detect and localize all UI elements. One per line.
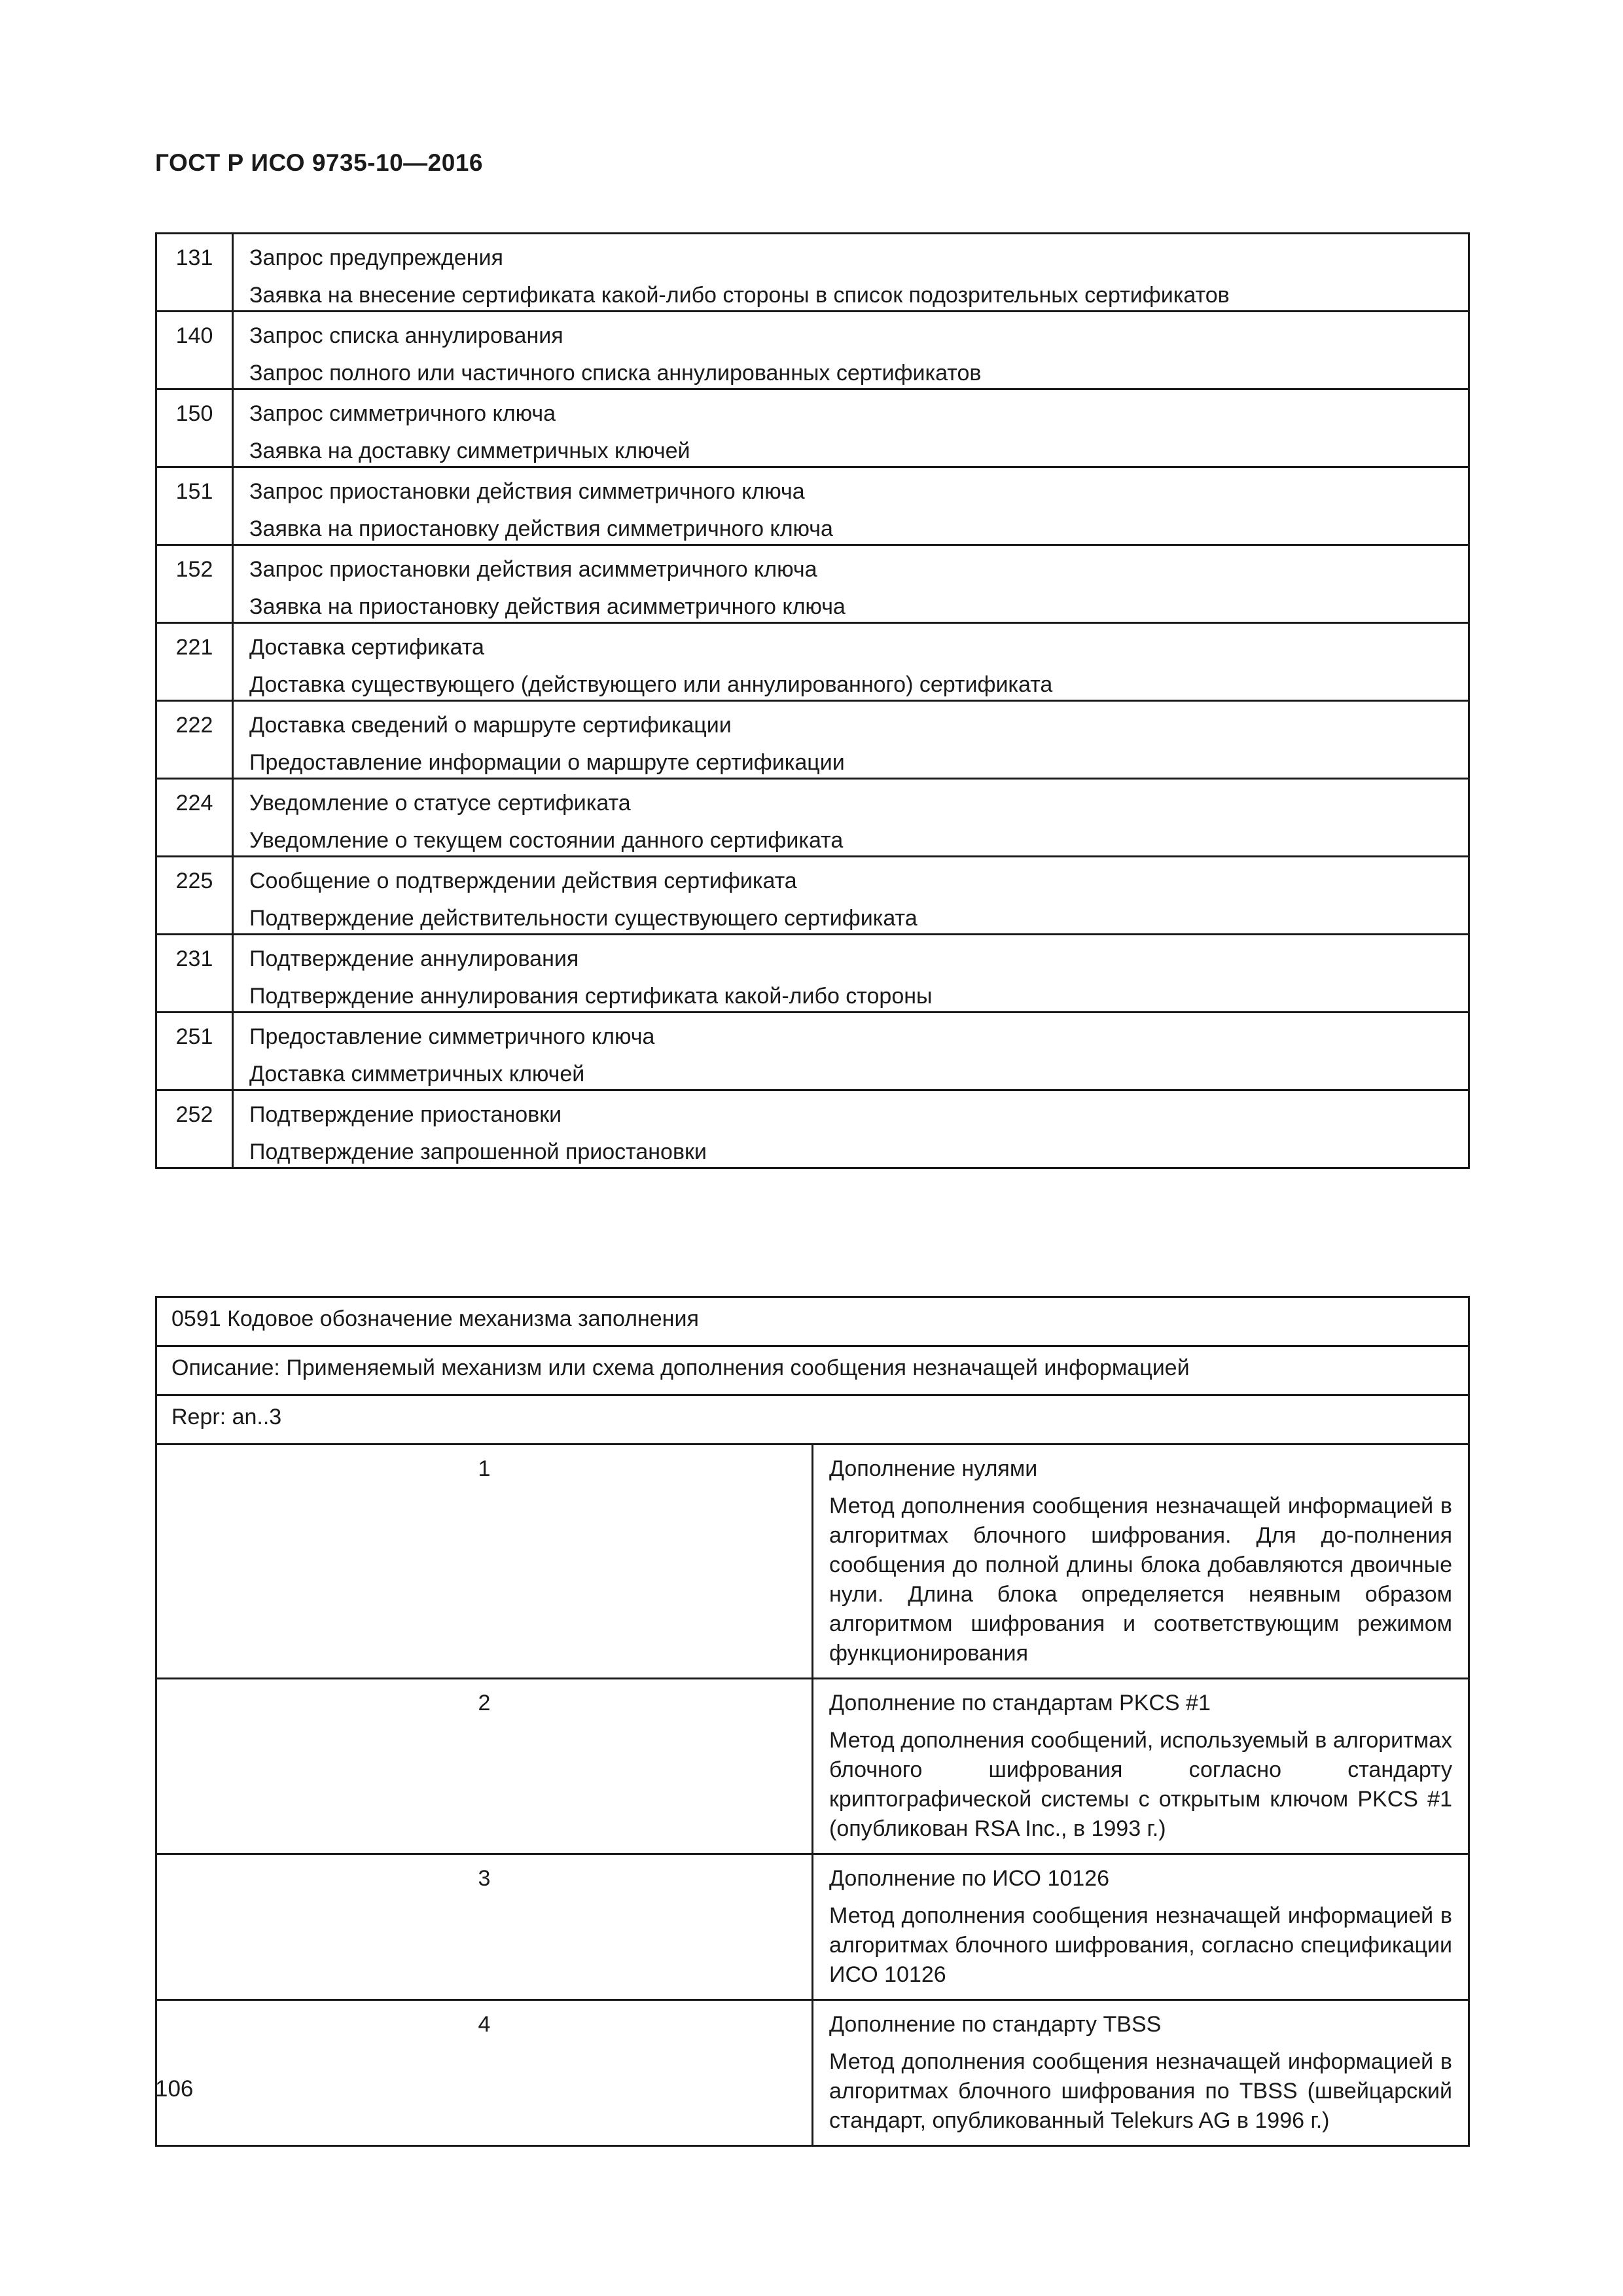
table-row	[156, 234, 1469, 312]
code-cell: 131	[156, 234, 233, 312]
code-cell: 225	[156, 857, 233, 935]
table-row	[156, 467, 1469, 545]
entry-title: Уведомление о статусе сертификата	[249, 791, 631, 816]
table-row	[156, 2000, 1469, 2146]
entry-cell	[233, 623, 1469, 701]
entry-title: Запрос списка аннулирования	[249, 323, 563, 348]
entry-title: Запрос приостановки действия асимметричного ключа	[249, 557, 817, 582]
entry-cell	[233, 389, 1469, 467]
table-row	[156, 935, 1469, 1013]
table-row	[156, 701, 1469, 779]
entry-cell	[233, 935, 1469, 1013]
entry-title: Запрос приостановки действия симметричного ключа	[249, 479, 805, 504]
page-number: 106	[155, 2076, 194, 2102]
entry-cell	[233, 545, 1469, 623]
entry-cell	[233, 467, 1469, 545]
entry-cell	[813, 1444, 1469, 1679]
entry-description: Предоставление информации о маршруте сертификации	[249, 750, 845, 775]
table-row	[156, 857, 1469, 935]
entry-title: Дополнение нулями	[829, 1456, 1038, 1481]
entry-description: Доставка симметричных ключей	[249, 1062, 585, 1086]
entry-cell	[233, 779, 1469, 857]
entry-title: Подтверждение приостановки	[249, 1102, 562, 1127]
code-cell: 140	[156, 312, 233, 389]
table-row	[156, 1013, 1469, 1090]
table-heading-row	[156, 1297, 1469, 1346]
entry-cell	[233, 234, 1469, 312]
entry-description: Подтверждение аннулирования сертификата какой-либо стороны	[249, 984, 933, 1009]
code-cell: 2	[156, 1679, 813, 1854]
entry-description: Метод дополнения сообщения незначащей информацией в алгоритмах блочного шифрования по TBSS (швейцарский стандарт, опубликованный Telekurs AG в 1996 г.)	[829, 2049, 1452, 2133]
code-cell: 150	[156, 389, 233, 467]
entry-title: Дополнение по стандартам PKCS #1	[829, 1691, 1211, 1715]
entry-title: Доставка сертификата	[249, 635, 484, 660]
code-cell: 231	[156, 935, 233, 1013]
entry-description: Заявка на внесение сертификата какой-либо стороны в список подозрительных сертификатов	[249, 283, 1230, 308]
data-element-heading: 0591 Кодовое обозначение механизма заполнения	[156, 1297, 1469, 1346]
entry-title: Дополнение по ИСО 10126	[829, 1866, 1109, 1891]
code-cell: 151	[156, 467, 233, 545]
entry-cell	[813, 1854, 1469, 2000]
entry-description: Заявка на доставку симметричных ключей	[249, 439, 690, 463]
codes-table	[155, 232, 1470, 1169]
code-cell: 3	[156, 1854, 813, 2000]
entry-description: Подтверждение действительности существующего сертификата	[249, 906, 918, 931]
entry-description: Доставка существующего (действующего или аннулированного) сертификата	[249, 672, 1053, 697]
table-row	[156, 312, 1469, 389]
entry-title: Запрос симметричного ключа	[249, 401, 556, 426]
entry-cell	[233, 312, 1469, 389]
table-row	[156, 623, 1469, 701]
table-repr-row	[156, 1395, 1469, 1444]
entry-cell	[233, 701, 1469, 779]
table-row	[156, 389, 1469, 467]
code-cell: 221	[156, 623, 233, 701]
table-row	[156, 779, 1469, 857]
table-row	[156, 1679, 1469, 1854]
entry-title: Подтверждение аннулирования	[249, 946, 579, 971]
table-row	[156, 1090, 1469, 1168]
entry-cell	[233, 1090, 1469, 1168]
table-row	[156, 1444, 1469, 1679]
entry-description: Подтверждение запрошенной приостановки	[249, 1139, 707, 1164]
code-cell: 252	[156, 1090, 233, 1168]
table-description-row	[156, 1346, 1469, 1395]
code-cell: 251	[156, 1013, 233, 1090]
entry-cell	[813, 1679, 1469, 1854]
code-cell: 4	[156, 2000, 813, 2146]
entry-title: Запрос предупреждения	[249, 245, 503, 270]
code-cell: 224	[156, 779, 233, 857]
entry-description: Метод дополнения сообщения незначащей информацией в алгоритмах блочного шифрования, согласно спецификации ИСО 10126	[829, 1903, 1452, 1987]
entry-description: Метод дополнения сообщения незначащей информацией в алгоритмах блочного шифрования. Для до-полнения сообщения до полной длины блока добавляются двоичные нули. Длина блока определяется неявным образом алгоритмом шифрования и соответствующим режимом функционирования	[829, 1494, 1452, 1666]
entry-cell	[233, 1013, 1469, 1090]
code-cell: 152	[156, 545, 233, 623]
entry-description: Заявка на приостановку действия асимметричного ключа	[249, 594, 846, 619]
entry-title: Предоставление симметричного ключа	[249, 1024, 655, 1049]
table-row	[156, 1854, 1469, 2000]
entry-title: Сообщение о подтверждении действия сертификата	[249, 869, 797, 893]
entry-cell	[813, 2000, 1469, 2146]
entry-description: Запрос полного или частичного списка аннулированных сертификатов	[249, 361, 982, 386]
entry-cell	[233, 857, 1469, 935]
entry-title: Дополнение по стандарту TBSS	[829, 2012, 1162, 2037]
entry-description: Метод дополнения сообщений, используемый в алгоритмах блочного шифрования согласно стандарту криптографической системы с открытым ключом PKCS #1 (опубликован RSA Inc., в 1993 г.)	[829, 1728, 1452, 1841]
entry-description: Заявка на приостановку действия симметричного ключа	[249, 516, 833, 541]
padding-mechanism-table	[155, 1296, 1470, 2147]
table-row	[156, 545, 1469, 623]
code-cell: 1	[156, 1444, 813, 1679]
code-cell: 222	[156, 701, 233, 779]
entry-title: Доставка сведений о маршруте сертификации	[249, 713, 732, 738]
document-header: ГОСТ Р ИСО 9735-10—2016	[155, 149, 483, 176]
data-element-description: Описание: Применяемый механизм или схема дополнения сообщения незначащей информацией	[156, 1346, 1469, 1395]
entry-description: Уведомление о текущем состоянии данного сертификата	[249, 828, 844, 853]
data-element-repr: Repr: an..3	[156, 1395, 1469, 1444]
